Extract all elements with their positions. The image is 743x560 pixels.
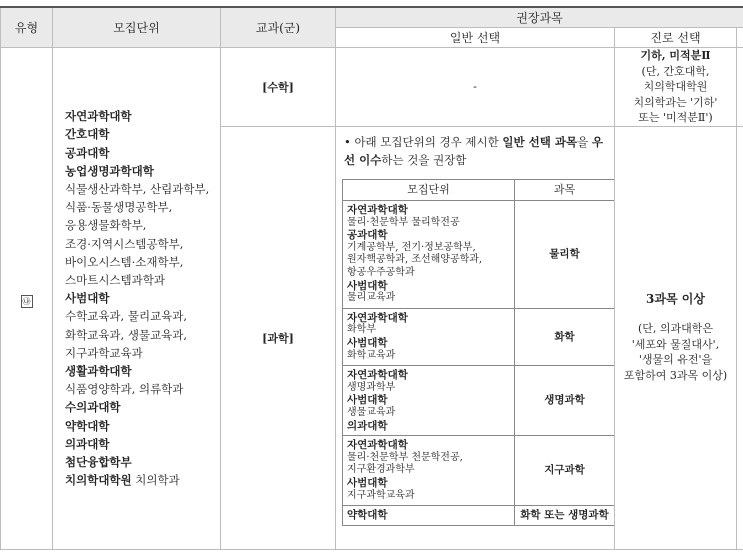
science-advice [336, 127, 614, 173]
inner-college: 사범대학 [347, 279, 388, 292]
note-line: (단, 간호대학, [641, 64, 710, 78]
science-group: [과학] [221, 126, 336, 549]
inner-college: 공과대학 [347, 229, 388, 242]
inner-subject-cell: 화학 또는 생명과학 [515, 506, 615, 526]
inner-unit-cell [343, 506, 515, 526]
unit-item: 식품·동물생명공학부, [65, 200, 173, 215]
inner-college: 사범대학 [347, 337, 388, 350]
unit-item: 수의과대학 [65, 400, 121, 415]
inner-dept: 기계공학부, 전기·정보공학부, [347, 241, 476, 253]
advice-bullet: • [344, 134, 351, 149]
type-mark: ㉯ [22, 296, 31, 306]
inner-college: 약학대학 [347, 509, 388, 522]
inner-college: 자연과학대학 [347, 311, 408, 324]
recommended-courses-table [0, 6, 743, 550]
inner-row [343, 506, 615, 526]
note-line: (단, 의과대학은 [637, 322, 714, 336]
unit-item: 응용생물화학부, [65, 218, 147, 233]
math-group: [수학] [221, 48, 336, 127]
inner-subject-cell: 화학 [515, 308, 615, 365]
type-cell [1, 48, 53, 550]
units-cell [53, 48, 221, 550]
inner-row [343, 201, 615, 309]
science-general [336, 126, 615, 549]
inner-dept: 지구과학교육과 [347, 489, 415, 501]
header-subject-group: 교과(군) [221, 7, 336, 48]
inner-college: 자연과학대학 [347, 369, 408, 382]
inner-unit-cell [343, 436, 515, 506]
advice-text-1: 아래 모집단위의 경우 제시한 [354, 134, 503, 149]
unit-item: 공과대학 [65, 145, 110, 160]
unit-item-last [65, 471, 216, 489]
advice-text-2: 을 [577, 134, 592, 149]
unit-item: 바이오시스템·소재학부, [65, 254, 184, 269]
inner-row [343, 436, 615, 506]
science-career-title: 3과목 이상 [646, 291, 705, 306]
math-extra [737, 48, 743, 127]
advice-bold-2: 우선 이수 [344, 134, 603, 167]
inner-subject-cell: 생명과학 [515, 366, 615, 436]
math-career-title: 기하, 미적분Ⅱ [640, 49, 711, 62]
advice-bold-1: 일반 선택 과목 [502, 134, 578, 149]
unit-item: 의과대학 [65, 436, 110, 451]
inner-unit-cell [343, 308, 515, 365]
note-line: '생물의 유전'을 [638, 353, 713, 367]
header-type: 유형 [1, 7, 53, 48]
inner-college: 사범대학 [347, 476, 388, 489]
unit-item: 스마트시스템과학과 [65, 272, 165, 287]
unit-item: 식물생산과학부, 산림과학부, [65, 181, 210, 196]
note-line: 포함하여 3과목 이상) [623, 368, 728, 382]
unit-item-last-bold: 치의학대학원 [65, 473, 132, 488]
unit-item: 식품영양학과, 의류학과 [65, 382, 184, 397]
unit-item: 자연과학대학 [65, 109, 132, 124]
unit-item: 생활과학대학 [65, 363, 132, 378]
note-line: 치의학과는 '기하' [633, 95, 718, 109]
unit-item: 수학교육과, 물리교육과, [65, 309, 188, 324]
inner-dept: 생명과학부 [347, 381, 396, 393]
inner-row [343, 366, 615, 436]
unit-list [53, 101, 220, 495]
science-career-note [615, 321, 736, 383]
math-career [615, 48, 737, 127]
inner-dept: 물리·천문학부 천문학전공, [347, 451, 463, 463]
science-career [615, 126, 737, 549]
unit-item: 첨단융합학부 [65, 454, 132, 469]
header-extra [737, 28, 743, 48]
unit-item: 간호대학 [65, 127, 110, 142]
inner-college: 자연과학대학 [347, 204, 408, 217]
inner-college: 자연과학대학 [347, 439, 408, 452]
header-unit: 모집단위 [53, 7, 221, 48]
unit-item: 화학교육과, 생물교육과, [65, 327, 188, 342]
unit-item: 지구과학교육과 [65, 345, 143, 360]
science-extra [737, 126, 743, 549]
science-inner-table [342, 179, 615, 526]
header-recommended: 권장과목 [336, 7, 743, 28]
unit-item: 약학대학 [65, 418, 110, 433]
inner-subject-cell: 물리학 [515, 201, 615, 309]
inner-college: 사범대학 [347, 394, 388, 407]
inner-row [343, 308, 615, 365]
inner-unit-cell [343, 201, 515, 309]
inner-dept: 물리·천문학부 물리학전공 [347, 216, 460, 228]
inner-dept: 화학교육과 [347, 349, 396, 361]
inner-college: 의과대학 [347, 419, 388, 432]
inner-dept: 물리교육과 [347, 292, 396, 304]
inner-dept: 화학부 [347, 324, 376, 336]
inner-dept: 항공우주공학과 [347, 267, 415, 279]
unit-item: 조경·지역시스템공학부, [65, 236, 184, 251]
unit-item: 사범대학 [65, 291, 110, 306]
inner-dept: 원자핵공학과, 조선해양공학과, [347, 254, 483, 266]
math-general: - [336, 48, 615, 127]
inner-dept: 생물교육과 [347, 407, 396, 418]
unit-item: 농업생명과학대학 [65, 163, 154, 178]
inner-header-unit: 모집단위 [343, 179, 515, 201]
inner-unit-cell [343, 366, 515, 436]
inner-header-subject: 과목 [515, 179, 615, 201]
advice-text-3: 하는 것을 권장함 [381, 152, 467, 167]
note-line: 치의학대학원 [643, 80, 708, 93]
header-general: 일반 선택 [336, 28, 615, 48]
inner-dept: 지구환경과학부 [347, 464, 415, 476]
header-career: 진로 선택 [615, 28, 737, 48]
unit-item-last-rest: 치의학과 [131, 473, 180, 488]
note-line: 또는 '미적분Ⅱ') [638, 111, 713, 124]
math-career-note [615, 64, 736, 126]
note-line: '세포와 물질대사', [631, 337, 720, 351]
inner-subject-cell: 지구과학 [515, 436, 615, 506]
